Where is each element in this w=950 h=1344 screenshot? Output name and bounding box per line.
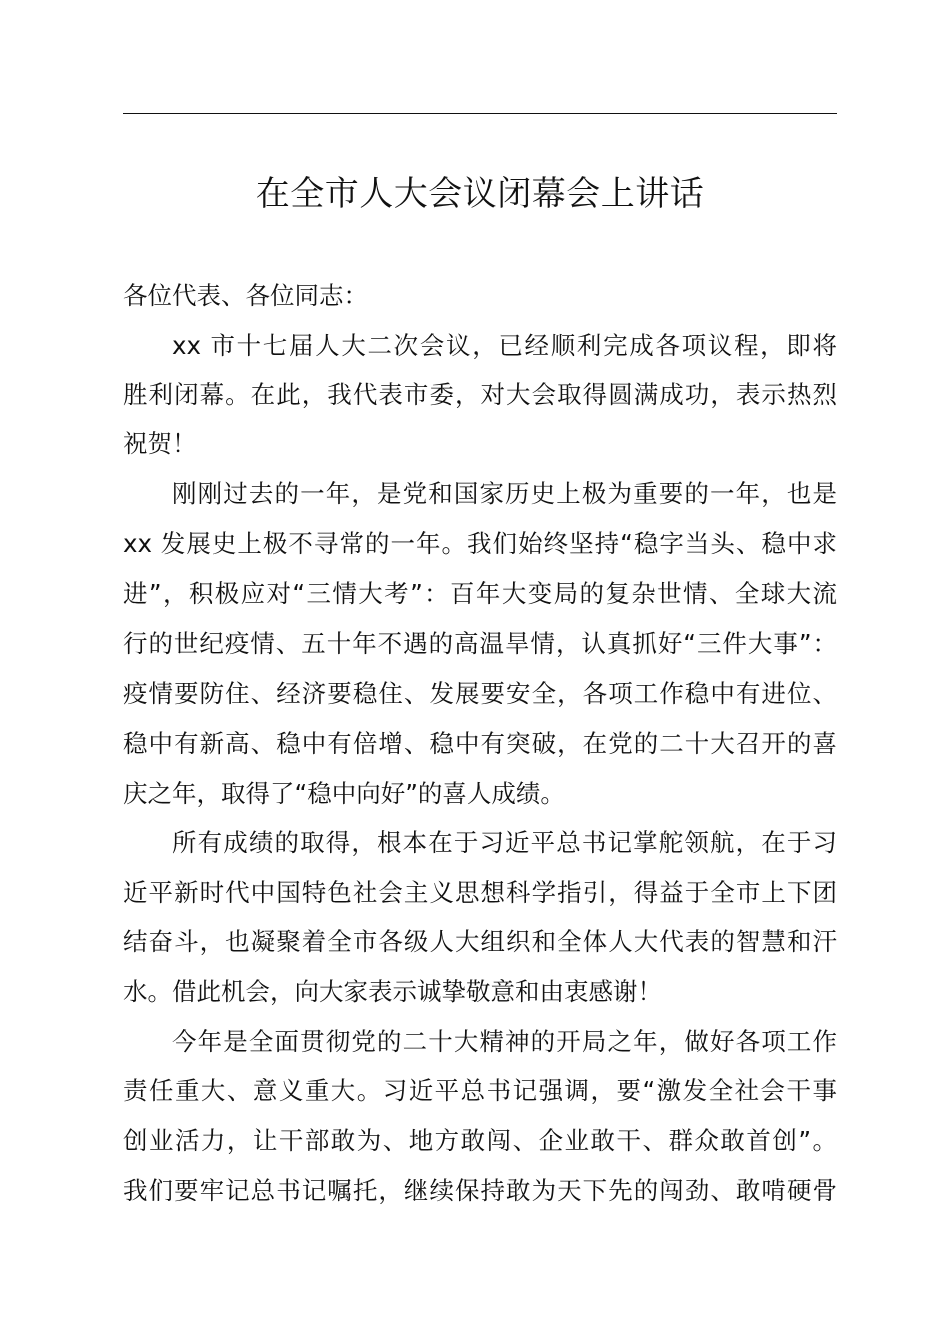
paragraph-4-line-2: 责任重大、意义重大。习近平总书记强调，要“激发全社会干事 (123, 1076, 837, 1105)
paragraph-2-line-5: 疫情要防住、经济要稳住、发展要安全，各项工作稳中有进位、 (123, 679, 837, 708)
salutation: 各位代表、各位同志： (123, 281, 368, 310)
paragraph-4-line-3: 创业活力，让干部敢为、地方敢闯、企业敢干、群众敢首创”。 (123, 1126, 837, 1155)
paragraph-2-line-4: 行的世纪疫情、五十年不遇的高温旱情，认真抓好“三件大事”： (123, 629, 837, 658)
header-rule (123, 113, 837, 114)
paragraph-3-line-2: 近平新时代中国特色社会主义思想科学指引，得益于全市上下团 (123, 878, 837, 907)
paragraph-2-line-7: 庆之年，取得了“稳中向好”的喜人成绩。 (123, 779, 565, 808)
paragraph-2-line-3: 进”，积极应对“三情大考”：百年大变局的复杂世情、全球大流 (123, 579, 837, 608)
paragraph-1-line-1: xx 市十七届人大二次会议，已经顺利完成各项议程，即将 (172, 331, 837, 360)
paragraph-3-line-4: 水。借此机会，向大家表示诚挚敬意和由衷感谢！ (123, 977, 662, 1006)
paragraph-4-line-1: 今年是全面贯彻党的二十大精神的开局之年，做好各项工作 (172, 1027, 837, 1056)
paragraph-2-line-2: xx 发展史上极不寻常的一年。我们始终坚持“稳字当头、稳中求 (123, 529, 837, 558)
paragraph-1-line-2: 胜利闭幕。在此，我代表市委，对大会取得圆满成功，表示热烈 (123, 380, 837, 409)
paragraph-2-line-6: 稳中有新高、稳中有倍增、稳中有突破，在党的二十大召开的喜 (123, 729, 837, 758)
page-title: 在全市人大会议闭幕会上讲话 (255, 174, 705, 214)
paragraph-4-line-4: 我们要牢记总书记嘱托，继续保持敢为天下先的闯劲、敢啃硬骨 (123, 1176, 837, 1205)
paragraph-3-line-3: 结奋斗，也凝聚着全市各级人大组织和全体人大代表的智慧和汗 (123, 927, 837, 956)
paragraph-1-line-3: 祝贺！ (123, 429, 197, 458)
paragraph-3-line-1: 所有成绩的取得，根本在于习近平总书记掌舵领航，在于习 (172, 828, 837, 857)
paragraph-2-line-1: 刚刚过去的一年，是党和国家历史上极为重要的一年，也是 (172, 479, 837, 508)
